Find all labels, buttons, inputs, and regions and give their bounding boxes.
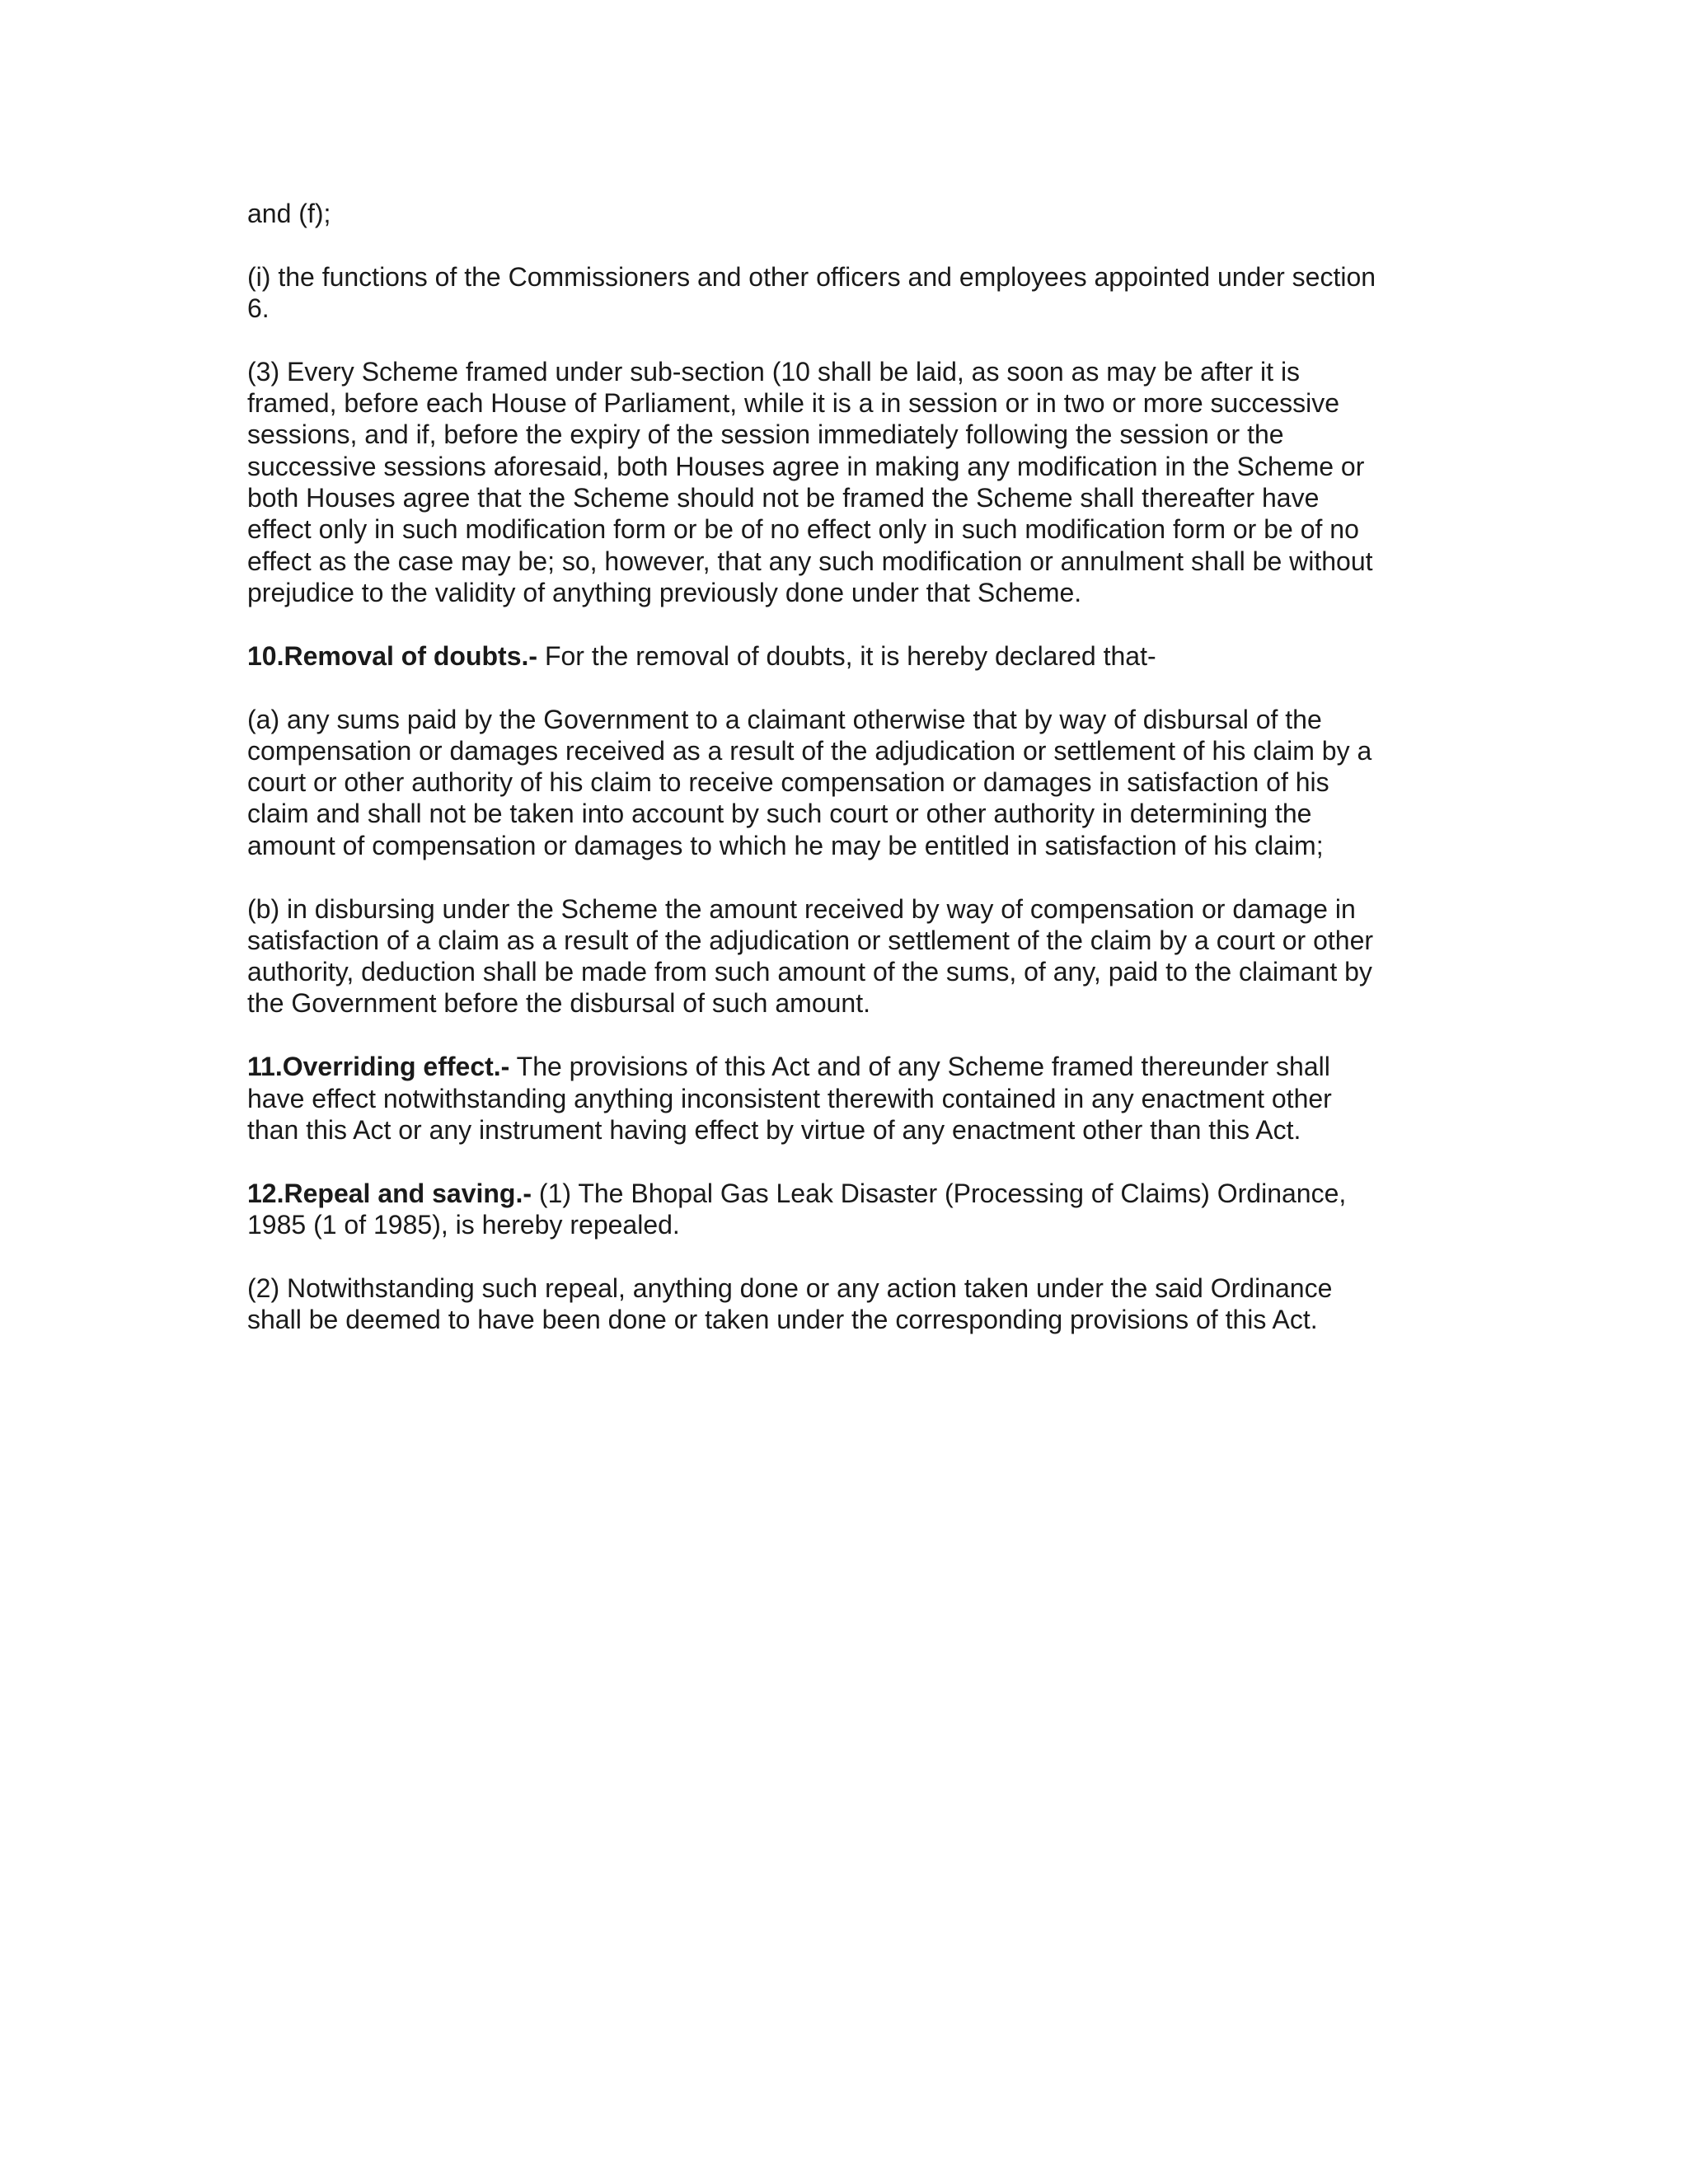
section-10-text: For the removal of doubts, it is hereby declared that- xyxy=(537,640,1156,671)
clause-f-fragment: and (f); xyxy=(247,199,331,228)
section-10 xyxy=(247,640,1434,672)
section-11-text: The provisions of this Act and of any Scheme framed thereunder shall have effect notwithstanding anything inconsistent therewith contained in any enactment other than this Act or any instrument having effect by virtue of any enactment other than this Act. xyxy=(247,1052,1332,1145)
section-12 xyxy=(247,1178,1434,1241)
section-10-heading: 10.Removal of doubts.- xyxy=(247,640,538,671)
section-12-text: (1) The Bhopal Gas Leak Disaster (Processing of Claims) Ordinance, 1985 (1 of 1985), is hereby repealed. xyxy=(247,1178,1347,1240)
section-10-clause-a: (a) any sums paid by the Government to a claimant otherwise that by way of disbursal of the compensation or damages received as a result of the adjudication or settlement of his claim by a court or other authority of his claim to receive compensation or damages in satisfaction of his claim and shall not be taken into account by such court or other authority in determining the amount of compensation or damages to which he may be entitled in satisfaction of his claim; xyxy=(247,704,1372,860)
section-12-sub-2: (2) Notwithstanding such repeal, anything done or any action taken under the said Ordinance shall be deemed to have been done or taken under the corresponding provisions of this Act. xyxy=(247,1272,1333,1335)
clause-i: (i) the functions of the Commissioners and other officers and employees appointed under section 6. xyxy=(247,261,1376,324)
section-10-clause-b: (b) in disbursing under the Scheme the amount received by way of compensation or damage in satisfaction of a claim as a result of the adjudication or settlement of the claim by a court or other authority, deduction shall be made from such amount of the sums, of any, paid to the claimant by the Government before the disbursal of such amount. xyxy=(247,893,1374,1019)
section-11-heading: 11.Overriding effect.- xyxy=(247,1052,510,1082)
section-11 xyxy=(247,1051,1434,1146)
sub-section-3: (3) Every Scheme framed under sub-section (10 shall be laid, as soon as may be after it is framed, before each House of Parliament, while it is a in session or in two or more successive sessions, and if, before the expiry of the session immediately following the session or the successive sessions aforesaid, both Houses agree in making any modification in the Scheme or both Houses agree that the Scheme should not be framed the Scheme shall thereafter have effect only in such modification form or be of no effect only in such modification form or be of no effect as the case may be; so, however, that any such modification or annulment shall be without prejudice to the validity of anything previously done under that Scheme. xyxy=(247,356,1373,607)
section-12-heading: 12.Repeal and saving.- xyxy=(247,1178,532,1208)
document-body xyxy=(247,198,1434,1367)
